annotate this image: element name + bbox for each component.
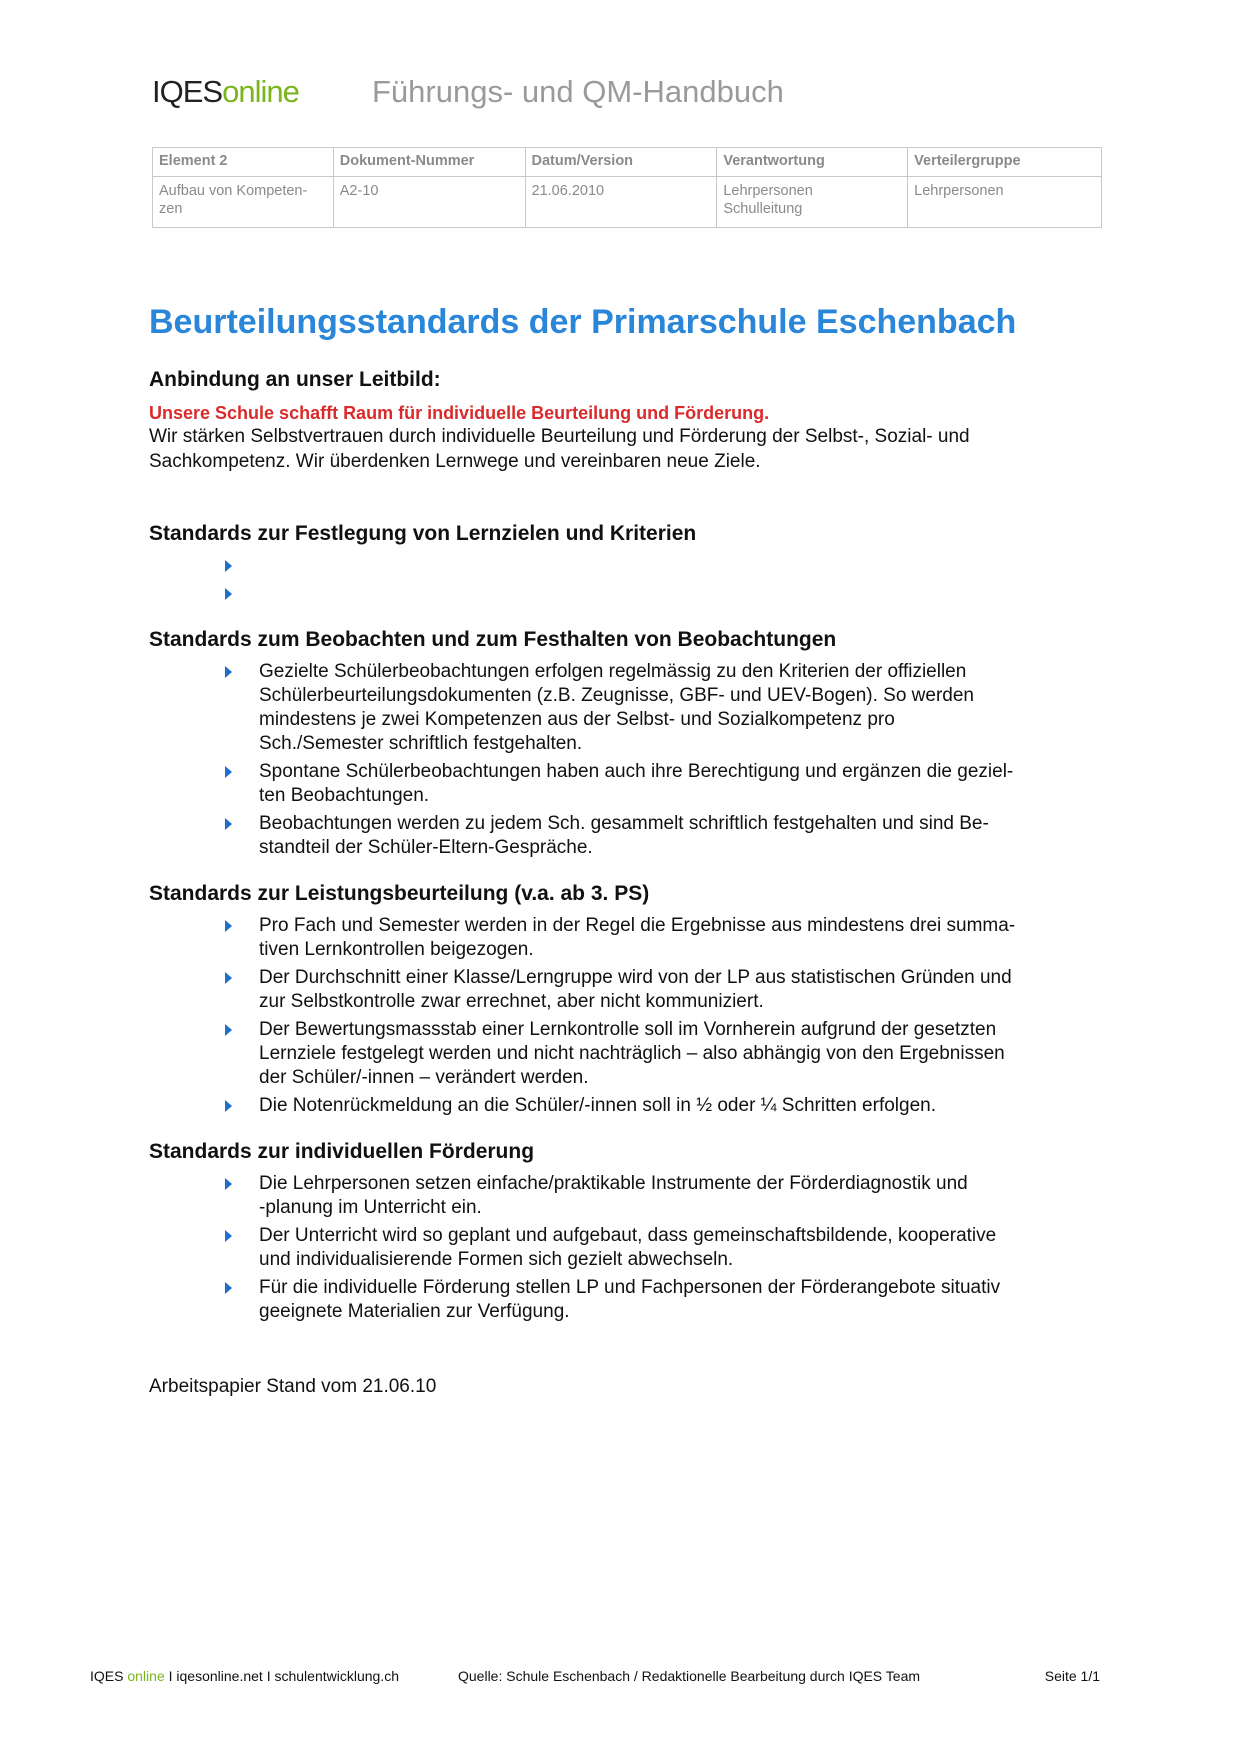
arrow-bullet-icon: [225, 588, 232, 600]
leitbild-text-line: Wir stärken Selbstvertrauen durch individuelle Beurteilung und Förderung der Selbst-, Sozial- und: [149, 426, 970, 447]
handbook-title: Führungs- und QM-Handbuch: [372, 74, 784, 109]
list-item: [259, 914, 1109, 962]
list-item-line: und individualisierende Formen sich gezielt abwechseln.: [259, 1249, 734, 1270]
document-status-note: Arbeitspapier Stand vom 21.06.10: [149, 1376, 437, 1397]
meta-header-element: Element 2: [153, 148, 334, 177]
arrow-bullet-icon: [225, 560, 232, 572]
list-item-line: Die Notenrückmeldung an die Schüler/-innen soll in ½ oder ¼ Schritten erfolgen.: [259, 1095, 936, 1116]
leistungsbeurteilung-list: [149, 914, 1109, 1118]
list-item-line: Schülerbeurteilungsdokumenten (z.B. Zeugnisse, GBF- und UEV-Bogen). So werden: [259, 685, 974, 706]
meta-header-responsibility: Verantwortung: [717, 148, 908, 177]
document-meta-table: [152, 147, 1102, 228]
list-item: [259, 582, 1109, 606]
list-item: [259, 1094, 1109, 1118]
beobachten-list: [149, 660, 1109, 860]
meta-element-cell: [153, 177, 334, 228]
list-item: [259, 760, 1109, 808]
arrow-bullet-icon: [225, 666, 232, 678]
list-item-line: mindestens je zwei Kompetenzen aus der Selbst- und Sozialkompetenz pro: [259, 709, 895, 730]
meta-element-line: Aufbau von Kompeten-: [159, 183, 308, 199]
list-item: [259, 966, 1109, 1014]
list-item-line: Lernziele festgelegt werden und nicht nachträglich – also abhängig von den Ergebnissen: [259, 1043, 1005, 1064]
arrow-bullet-icon: [225, 1100, 232, 1112]
section-heading-beobachten: Standards zum Beobachten und zum Festhalten von Beobachtungen: [149, 628, 837, 651]
meta-distribution-cell: Lehrpersonen: [908, 177, 1102, 228]
list-item-line: Der Unterricht wird so geplant und aufgebaut, dass gemeinschaftsbildende, kooperative: [259, 1225, 997, 1246]
list-item: [259, 1224, 1109, 1272]
arrow-bullet-icon: [225, 920, 232, 932]
meta-responsibility-line: Lehrpersonen: [723, 183, 813, 199]
footer-links: I iqesonline.net I schulentwicklung.ch: [168, 1668, 399, 1684]
iqes-online-logo: [152, 74, 299, 114]
footer-page-number: Seite 1/1: [1044, 1668, 1100, 1684]
meta-value-row: [153, 177, 1102, 228]
arrow-bullet-icon: [225, 818, 232, 830]
leitbild-highlight: Unsere Schule schafft Raum für individuelle Beurteilung und Förderung.: [149, 403, 770, 423]
list-item-line: ten Beobachtungen.: [259, 785, 430, 806]
list-item-line: Pro Fach und Semester werden in der Regel die Ergebnisse aus mindestens drei summa-: [259, 915, 1016, 936]
arrow-bullet-icon: [225, 972, 232, 984]
meta-responsibility-cell: [717, 177, 908, 228]
list-item-line: zur Selbstkontrolle zwar errechnet, aber nicht kommuniziert.: [259, 991, 764, 1012]
footer-iqes: IQES: [90, 1668, 124, 1684]
arrow-bullet-icon: [225, 1024, 232, 1036]
list-item-line: standteil der Schüler-Eltern-Gespräche.: [259, 837, 593, 858]
arrow-bullet-icon: [225, 1282, 232, 1294]
footer-brand-links: [90, 1668, 399, 1684]
list-item-line: Gezielte Schülerbeobachtungen erfolgen regelmässig zu den Kriterien der offiziellen: [259, 661, 967, 682]
list-item: [259, 1276, 1109, 1324]
leitbild-text-line: Sachkompetenz. Wir überdenken Lernwege und vereinbaren neue Ziele.: [149, 451, 761, 472]
list-item-line: Für die individuelle Förderung stellen LP und Fachpersonen der Förderangebote situativ: [259, 1277, 1001, 1298]
section-heading-foerderung: Standards zur individuellen Förderung: [149, 1140, 535, 1163]
list-item: [259, 1172, 1109, 1220]
list-item-line: geeignete Materialien zur Verfügung.: [259, 1301, 570, 1322]
meta-responsibility-line: Schulleitung: [723, 201, 803, 217]
list-item-line: Beobachtungen werden zu jedem Sch. gesammelt schriftlich festgehalten und sind Be-: [259, 813, 989, 834]
foerderung-list: [149, 1172, 1109, 1324]
document-content: [149, 300, 1109, 1399]
meta-header-distribution: Verteilergruppe: [908, 148, 1102, 177]
arrow-bullet-icon: [225, 766, 232, 778]
list-item: [259, 660, 1109, 756]
footer-online: online: [127, 1668, 165, 1684]
logo-iqes-text: IQES: [152, 74, 223, 109]
meta-header-row: [153, 148, 1102, 177]
arrow-bullet-icon: [225, 1178, 232, 1190]
footer-source: Quelle: Schule Eschenbach / Redaktionelle Bearbeitung durch IQES Team: [458, 1668, 921, 1684]
list-item-line: Der Durchschnitt einer Klasse/Lerngruppe wird von der LP aus statistischen Gründen und: [259, 967, 1012, 988]
section-heading-leistungsbeurteilung: Standards zur Leistungsbeurteilung (v.a. ab 3. PS): [149, 882, 650, 905]
list-item-line: Der Bewertungsmassstab einer Lernkontrolle soll im Vornherein aufgrund der gesetzten: [259, 1019, 997, 1040]
lernziele-list: [149, 554, 1109, 606]
meta-element-line: zen: [159, 201, 183, 217]
section-heading-lernziele: Standards zur Festlegung von Lernzielen und Kriterien: [149, 522, 697, 545]
document-title: Beurteilungsstandards der Primarschule Eschenbach: [149, 303, 1017, 341]
meta-header-date-version: Datum/Version: [525, 148, 717, 177]
logo-online-text: online: [222, 74, 299, 109]
list-item: [259, 812, 1109, 860]
list-item-line: -planung im Unterricht ein.: [259, 1197, 482, 1218]
list-item-line: tiven Lernkontrollen beigezogen.: [259, 939, 534, 960]
list-item-line: Spontane Schülerbeobachtungen haben auch ihre Berechtigung und ergänzen die geziel-: [259, 761, 1014, 782]
arrow-bullet-icon: [225, 1230, 232, 1242]
leitbild-heading: Anbindung an unser Leitbild:: [149, 368, 441, 391]
list-item-line: Sch./Semester schriftlich festgehalten.: [259, 733, 583, 754]
list-item: [259, 554, 1109, 578]
meta-header-doc-number: Dokument-Nummer: [333, 148, 525, 177]
list-item: [259, 1018, 1109, 1090]
meta-date-version-cell: 21.06.2010: [525, 177, 717, 228]
meta-doc-number-cell: A2-10: [333, 177, 525, 228]
list-item-line: der Schüler/-innen – verändert werden.: [259, 1067, 589, 1088]
list-item-line: Die Lehrpersonen setzen einfache/praktikable Instrumente der Förderdiagnostik und: [259, 1173, 968, 1194]
